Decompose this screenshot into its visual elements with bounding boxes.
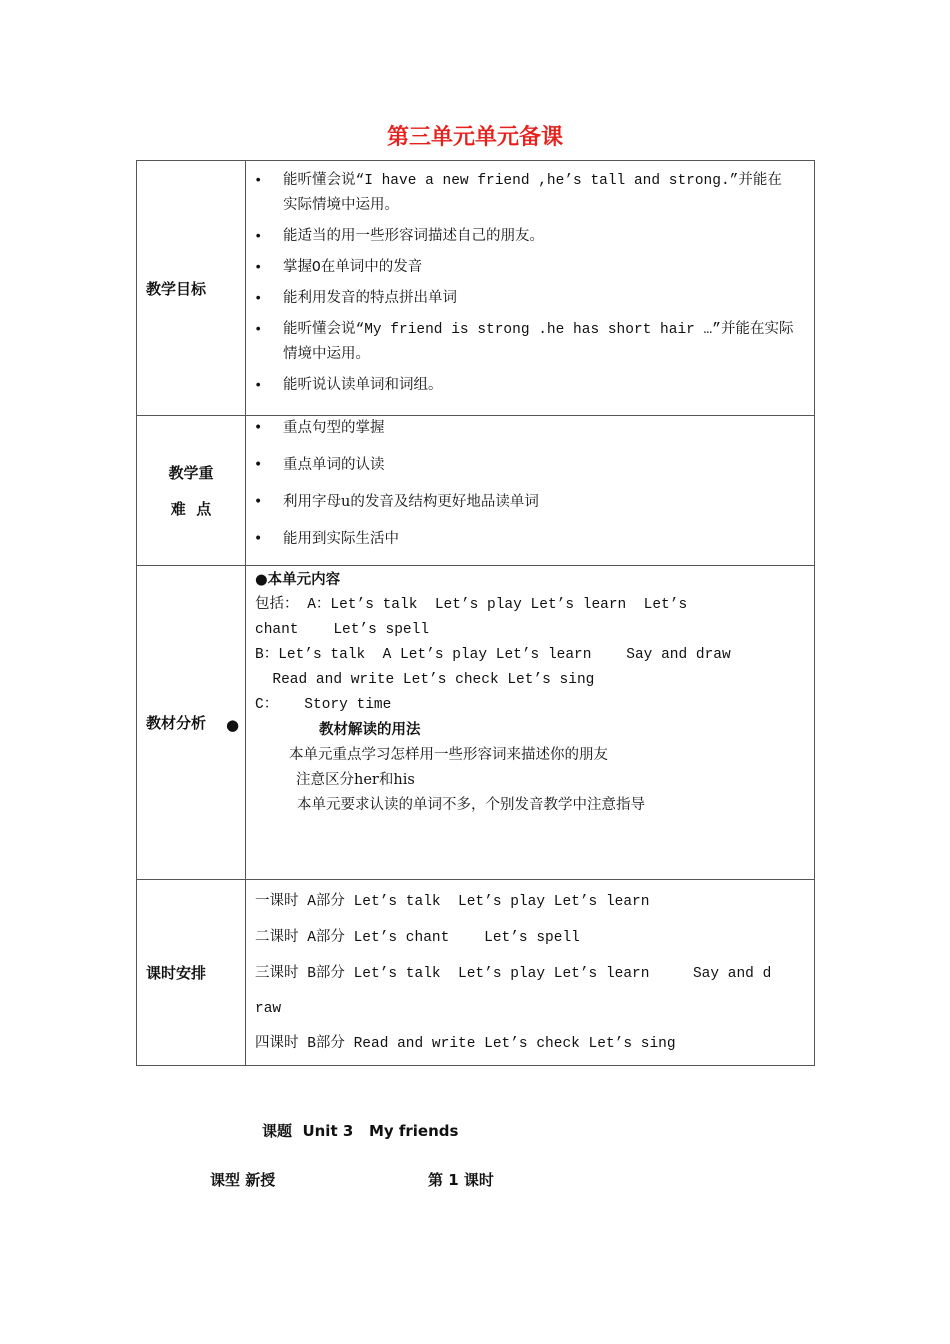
list-item: • 能听说认读单词和词组。 (246, 374, 814, 399)
schedule-line: 四课时 B部分 Read and write Let’s check Let’s sing (255, 1036, 676, 1052)
analysis-line: B：Let’s talk A Let’s play Let’s learn Say and draw (255, 647, 731, 663)
key-points-content-cell (246, 416, 815, 566)
list-item: • 利用字母u的发音及结构更好地品读单词 (246, 490, 814, 515)
key-points-list (246, 416, 814, 552)
schedule-line: raw (255, 1001, 282, 1017)
key-points-label (137, 455, 245, 527)
lesson-type: 课型 新授 (210, 1171, 276, 1189)
analysis-line: C： Story time (255, 697, 392, 713)
list-item: • 能利用发音的特点拼出单词 (246, 287, 814, 312)
analysis-heading-usage: 教材解读的用法 (319, 722, 421, 738)
analysis-row (137, 566, 815, 880)
schedule-line: 二课时 A部分 Let’s chant Let’s spell (255, 930, 580, 946)
analysis-line: chant Let’s spell (255, 622, 430, 638)
analysis-note: 注意区分her和his (296, 772, 415, 788)
goals-label: 教学目标 (146, 279, 207, 298)
schedule-body (246, 880, 814, 1062)
schedule-line: 三课时 B部分 Let’s talk Let’s play Let’s learn Say and d (255, 966, 772, 982)
analysis-note: 本单元重点学习怎样用一些形容词来描述你的朋友 (289, 747, 608, 763)
analysis-outer-bullet: ● (226, 716, 240, 734)
page-title: 第三单元单元备课 (386, 125, 563, 150)
key-points-label-line2: 难 点 (170, 499, 212, 518)
analysis-content-cell (226, 566, 815, 880)
list-item: • 重点句型的掌握 (246, 416, 814, 441)
lesson-topic: 课题 Unit 3 My friends (262, 1122, 459, 1140)
schedule-row (137, 880, 815, 1066)
list-item: • 掌握O在单词中的发音 (246, 256, 814, 281)
key-points-label-line1: 教学重 (168, 463, 214, 482)
schedule-label: 课时安排 (146, 964, 207, 982)
schedule-line: 一课时 A部分 Let’s talk Let’s play Let’s learn (255, 894, 650, 910)
key-points-row (137, 416, 815, 566)
goals-row (137, 161, 815, 416)
schedule-label-cell (137, 880, 246, 1066)
list-item: • 能用到实际生活中 (246, 527, 814, 552)
schedule-content-cell (246, 880, 815, 1066)
lesson-period: 第 1 课时 (428, 1171, 494, 1189)
list-item: • 能听懂会说“My friend is strong .he has short hair …”并能在实际情境中运用。 (246, 318, 814, 368)
goals-content-cell (246, 161, 815, 416)
list-item: • 能听懂会说“I have a new friend ,he’s tall and strong.”并能在实际情境中运用。 (246, 169, 814, 219)
analysis-heading-content: ●本单元内容 (255, 572, 341, 588)
analysis-line: 包括： A：Let’s talk Let’s play Let’s learn Let’s (255, 597, 688, 613)
analysis-line: Read and write Let’s check Let’s sing (255, 672, 595, 688)
list-item: • 重点单词的认读 (246, 453, 814, 478)
list-item: • 能适当的用一些形容词描述自己的朋友。 (246, 225, 814, 250)
analysis-body (246, 566, 814, 818)
goals-list (246, 169, 814, 399)
goals-label-cell (137, 161, 246, 416)
unit-plan-table (136, 160, 815, 1066)
analysis-label: 教材分析 (146, 714, 207, 732)
analysis-note: 本单元要求认读的单词不多，个别发音教学中注意指导 (297, 797, 645, 813)
key-points-label-cell (137, 416, 246, 566)
